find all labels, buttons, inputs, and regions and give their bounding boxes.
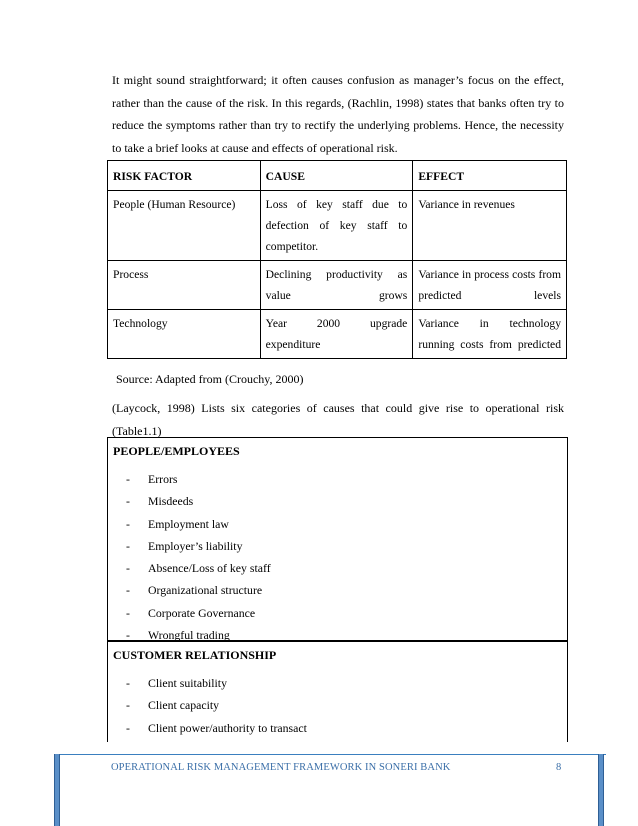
footer-right-bar (598, 754, 604, 826)
list-item: - Organizational structure (126, 583, 263, 598)
category-title: PEOPLE/EMPLOYEES (113, 444, 240, 458)
footer-title: OPERATIONAL RISK MANAGEMENT FRAMEWORK IN SONERI BANK (111, 762, 451, 773)
cause-cell: Year 2000 upgrade expenditure (260, 310, 413, 359)
cause-cell: Declining productivity as value grows (260, 261, 413, 310)
list-item: - Absence/Loss of key staff (126, 561, 271, 576)
category-list (126, 468, 271, 646)
list-item: - Wrongful trading (126, 628, 230, 643)
intro-paragraph: It might sound straightforward; it often causes confusion as manager’s focus on the effect, rather than the cause of the risk. In this regards, (Rachlin, 1998) states that banks often try to reduce the symptoms rather than try to rectify the underlying problems. Hence, the necessity to take a brief looks at cause and effects of operational risk. (112, 73, 564, 155)
table-row (108, 191, 567, 261)
cause-cell: Loss of key staff due to defection of key staff to competitor. (260, 191, 413, 261)
footer-left-bar (54, 754, 60, 826)
footer-divider (54, 754, 606, 755)
risk-factor-cell: Process (108, 261, 261, 310)
list-item: - Errors (126, 472, 178, 486)
risk-factor-cell: Technology (108, 310, 261, 359)
table-row (108, 310, 567, 359)
list-item: - Corporate Governance (126, 605, 256, 620)
list-item: - Client suitability (126, 676, 227, 690)
effect-cell: Variance in technology running costs from predicted (413, 310, 567, 359)
page-number: 8 (556, 762, 562, 773)
category-box-customer (107, 641, 568, 742)
list-item: - Misdeeds (126, 494, 194, 509)
list-item: - Client capacity (126, 698, 220, 713)
effect-cell: Variance in process costs from predicted levels (413, 261, 567, 310)
laycock-paragraph: (Laycock, 1998) Lists six categories of causes that could give rise to operational risk (Table1.1) (112, 401, 564, 438)
header-risk-factor: RISK FACTOR (108, 161, 261, 191)
source-note: Source: Adapted from (Crouchy, 2000) (116, 372, 304, 386)
header-effect: EFFECT (413, 161, 567, 191)
risk-factor-cell: People (Human Resource) (108, 191, 261, 261)
header-cause: CAUSE (260, 161, 413, 191)
list-item: - Employment law (126, 516, 229, 531)
category-list (126, 672, 307, 739)
effect-cell: Variance in revenues (413, 191, 567, 261)
list-item: - Client power/authority to transact (126, 720, 307, 735)
table-header-row (108, 161, 567, 191)
category-box-people (107, 437, 568, 641)
risk-factor-table (107, 160, 567, 359)
list-item: - Employer’s liability (126, 538, 243, 553)
table-row (108, 261, 567, 310)
category-title: CUSTOMER RELATIONSHIP (113, 648, 277, 662)
